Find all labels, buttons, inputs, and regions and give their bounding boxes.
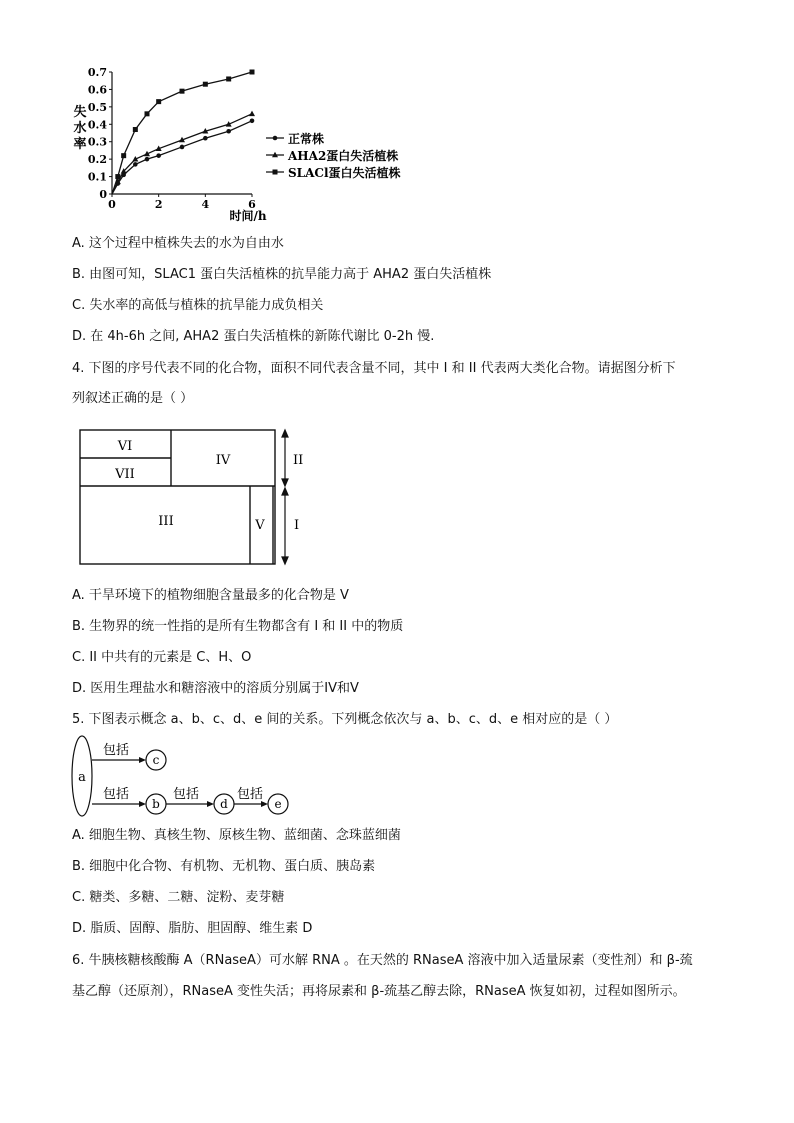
- x-axis-label: 时间/h: [229, 209, 267, 223]
- concept-d-label: d: [220, 797, 228, 811]
- q4-option-c[interactable]: C. II 中共有的元素是 C、H、O: [72, 650, 252, 665]
- relation-label-b: 包括: [102, 787, 130, 802]
- data-point-s2: [156, 99, 161, 104]
- concept-b-label: b: [152, 797, 160, 811]
- q5-option-d[interactable]: D. 脂质、固醇、脂肪、胆固醇、维生素 D: [72, 921, 313, 936]
- label-I: I: [294, 518, 300, 533]
- y-tick-label: 0: [99, 188, 107, 201]
- legend-label-2: SLACl蛋白失活植株: [288, 166, 401, 180]
- q4-option-d[interactable]: D. 医用生理盐水和糖溶液中的溶质分别属于IV和V: [72, 681, 359, 696]
- data-point-s2: [121, 153, 126, 158]
- data-point-s2: [203, 82, 208, 87]
- q5-option-b[interactable]: B. 细胞中化合物、有机物、无机物、蛋白质、胰岛素: [72, 859, 376, 874]
- legend-marker-2: [273, 170, 278, 175]
- relation-label-d: 包括: [172, 787, 200, 802]
- concept-a-label: a: [78, 770, 86, 785]
- label-V: V: [255, 518, 265, 533]
- q4-option-b[interactable]: B. 生物界的统一性指的是所有生物都含有 I 和 II 中的物质: [72, 619, 404, 634]
- q5-option-c[interactable]: C. 糖类、多糖、二糖、淀粉、麦芽糖: [72, 890, 285, 905]
- q6-line2: 基乙醇（还原剂），RNaseA 变性失活；再将尿素和 β-巯基乙醇去除，RNaseA 恢复如初，过程如图所示。: [72, 984, 686, 999]
- water-loss-chart: [70, 60, 430, 225]
- data-point-s0: [145, 157, 150, 162]
- y-tick-label: 0.2: [87, 153, 107, 167]
- q6-line1: 6. 牛胰核糖核酸酶 A（RNaseA）可水解 RNA 。在天然的 RNaseA 溶液中加入适量尿素（变性剂）和 β-巯: [72, 953, 693, 968]
- q3-option-b[interactable]: B. 由图可知，SLAC1 蛋白失活植株的抗旱能力高于 AHA2 蛋白失活植株: [72, 267, 492, 282]
- relation-label-e: 包括: [236, 787, 264, 802]
- y-tick-label: 0.1: [87, 170, 107, 184]
- data-point-s1: [249, 111, 255, 117]
- relation-label-top: 包括: [102, 743, 130, 758]
- y-tick-label: 0.4: [87, 118, 107, 132]
- y-tick-label: 0.6: [87, 83, 107, 97]
- y-tick-label: 0.7: [87, 66, 107, 79]
- data-point-s0: [156, 153, 161, 158]
- data-point-s2: [133, 127, 138, 132]
- label-IV: IV: [215, 453, 231, 468]
- concept-relation-diagram: [70, 734, 300, 819]
- data-point-s2: [250, 70, 255, 75]
- q4-stem-line1: 4. 下图的序号代表不同的化合物，面积不同代表含量不同，其中 I 和 II 代表两大类化合物。请据图分析下: [72, 361, 676, 376]
- concept-e-label: e: [274, 797, 282, 811]
- q4-option-a[interactable]: A. 干旱环境下的植物细胞含量最多的化合物是 V: [72, 588, 349, 603]
- q3-option-d[interactable]: D. 在 4h-6h 之间, AHA2 蛋白失活植株的新陈代谢比 0-2h 慢.: [72, 329, 435, 344]
- data-point-s0: [250, 119, 255, 124]
- label-III: III: [158, 514, 174, 529]
- concept-c-label: c: [152, 753, 160, 767]
- data-point-s0: [226, 129, 231, 134]
- x-tick-label: 2: [154, 198, 163, 211]
- data-point-s2: [145, 111, 150, 116]
- compound-area-diagram: [78, 428, 318, 573]
- y-axis-label-char: 失: [73, 105, 87, 120]
- label-VII: VII: [115, 467, 135, 482]
- legend-label-0: 正常株: [288, 132, 325, 146]
- y-axis-label-char: 率: [73, 137, 87, 152]
- q3-option-c[interactable]: C. 失水率的高低与植株的抗旱能力成负相关: [72, 298, 324, 313]
- data-point-s0: [133, 162, 138, 167]
- y-tick-label: 0.3: [87, 135, 107, 149]
- legend-marker-0: [273, 136, 278, 141]
- y-tick-label: 0.5: [87, 100, 107, 114]
- data-point-s2: [180, 89, 185, 94]
- data-point-s2: [226, 76, 231, 81]
- legend-label-1: AHA2蛋白失活植株: [288, 149, 399, 163]
- q4-stem-line2: 列叙述正确的是（ ）: [72, 391, 194, 406]
- x-tick-label: 4: [201, 198, 210, 211]
- label-VI: VI: [117, 439, 133, 454]
- q5-stem: 5. 下图表示概念 a、b、c、d、e 间的关系。下列概念依次与 a、b、c、d、e 相对应的是（ ）: [72, 712, 618, 727]
- data-point-s0: [203, 136, 208, 141]
- data-point-s2: [115, 174, 120, 179]
- q5-option-a[interactable]: A. 细胞生物、真核生物、原核生物、蓝细菌、念珠蓝细菌: [72, 828, 401, 843]
- data-point-s0: [180, 145, 185, 150]
- q3-option-a[interactable]: A. 这个过程中植株失去的水为自由水: [72, 236, 284, 251]
- y-axis-label-char: 水: [73, 121, 87, 136]
- box-outer: [80, 430, 275, 564]
- label-II: II: [293, 453, 304, 468]
- x-tick-label: 6: [248, 198, 256, 211]
- x-tick-label: 0: [108, 198, 116, 211]
